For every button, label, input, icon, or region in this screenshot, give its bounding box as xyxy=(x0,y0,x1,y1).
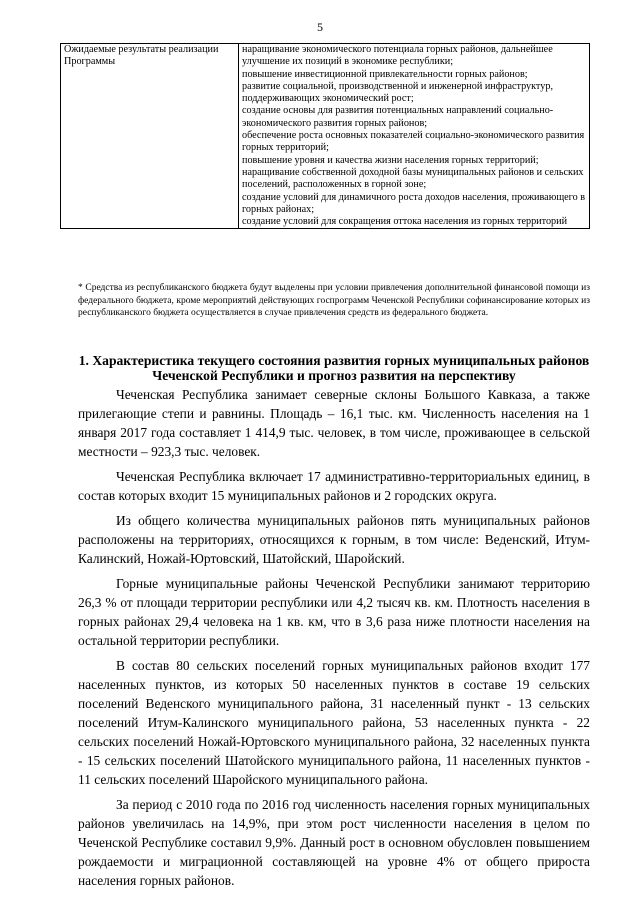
list-item: создание основы для развития потенциальных направлений социально-экономического развития горных районов; xyxy=(242,105,554,129)
paragraph: В состав 80 сельских поселений горных муниципальных районов входит 177 населенных пунктов, из которых 50 населенных пунктов в составе 19 сельских поселений Веденского муниципального района, 31 населенный пункт - 13 сельских поселений Итум-Калинского муниципального района, 53 населенных пункта - 22 сельских поселений Ножай-Юртовского муниципального района, 32 населенных пункта - 15 сельских поселений Шатойского муниципального района, 11 населенных пунктов - 11 сельских поселений Шаройского муниципального района. xyxy=(78,658,590,787)
list-item: развитие социальной, производственной и инженерной инфраструктур, поддерживающих экономический рост; xyxy=(242,80,553,105)
list-item: повышение инвестиционной привлекательности горных районов; xyxy=(242,68,528,80)
paragraph: Чеченская Республика включает 17 административно-территориальных единиц, в состав которых входит 15 муниципальных районов и 2 городских округа. xyxy=(78,469,590,503)
list-item: повышение уровня и качества жизни населения горных территорий; xyxy=(242,154,539,166)
results-list xyxy=(242,44,586,228)
footnote: * Средства из республиканского бюджета будут выделены при условии привлечения дополнительной финансовой помощи из федерального бюджета, кроме мероприятий действующих госпрограмм Чеченской Республики софинансирование которых из республиканского бюджета осуществляется в случае привлечения средств из федерального бюджета. xyxy=(78,283,590,318)
list-item: создание условий для сокращения оттока населения из горных территорий xyxy=(242,216,568,228)
program-results-table xyxy=(60,43,590,229)
body-text xyxy=(78,385,590,896)
section-title: 1. Характеристика текущего состояния развития горных муниципальных районов Чеченской Республики и прогноз развития на перспективу xyxy=(78,353,590,383)
list-item: наращивание собственной доходной базы муниципальных районов и сельских поселений, расположенных в горной зоне; xyxy=(242,166,584,191)
table-label-cell: Ожидаемые результаты реализации Программы xyxy=(61,44,239,229)
page-number: 5 xyxy=(317,20,323,34)
paragraph: Из общего количества муниципальных районов пять муниципальных районов расположены на территориях, относящихся к горным, в том числе: Веденский, Итум-Калинский, Ножай-Юртовский, Шатойский, Шаройский. xyxy=(78,513,590,566)
paragraph: Горные муниципальные районы Чеченской Республики занимают территорию 26,3 % от площади территории республики или 4,2 тысяч кв. км. Плотность населения в горных районах 29,4 человека на 1 кв. км, что в 3,6 раза ниже плотности населения на остальной территории республики. xyxy=(78,576,590,648)
list-item: обеспечение роста основных показателей социально-экономического развития горных территорий; xyxy=(242,130,585,154)
list-item: создание условий для динамичного роста доходов населения, проживающего в горных районах; xyxy=(242,191,586,215)
paragraph: Чеченская Республика занимает северные склоны Большого Кавказа, а также прилегающие степи и равнины. Площадь – 16,1 тыс. км. Численность населения на 1 января 2017 года составляет 1 414,9 тыс. человек, в том числе, проживающее в сельской местности – 923,3 тыс. человек. xyxy=(78,387,590,459)
list-item: наращивание экономического потенциала горных районов, дальнейшее улучшение их позиций в экономике республики; xyxy=(242,44,553,68)
table-results-cell xyxy=(239,44,590,229)
paragraph: За период с 2010 года по 2016 год численность населения горных муниципальных районов увеличилась на 14,9%, при этом рост численности населения в целом по Чеченской Республике составил 9,9%. Данный рост в основном обусловлен повышением рождаемости и миграционной составляющей на уровне 4% от общего прироста населения горных районов. xyxy=(78,797,590,888)
table-row xyxy=(61,44,590,229)
